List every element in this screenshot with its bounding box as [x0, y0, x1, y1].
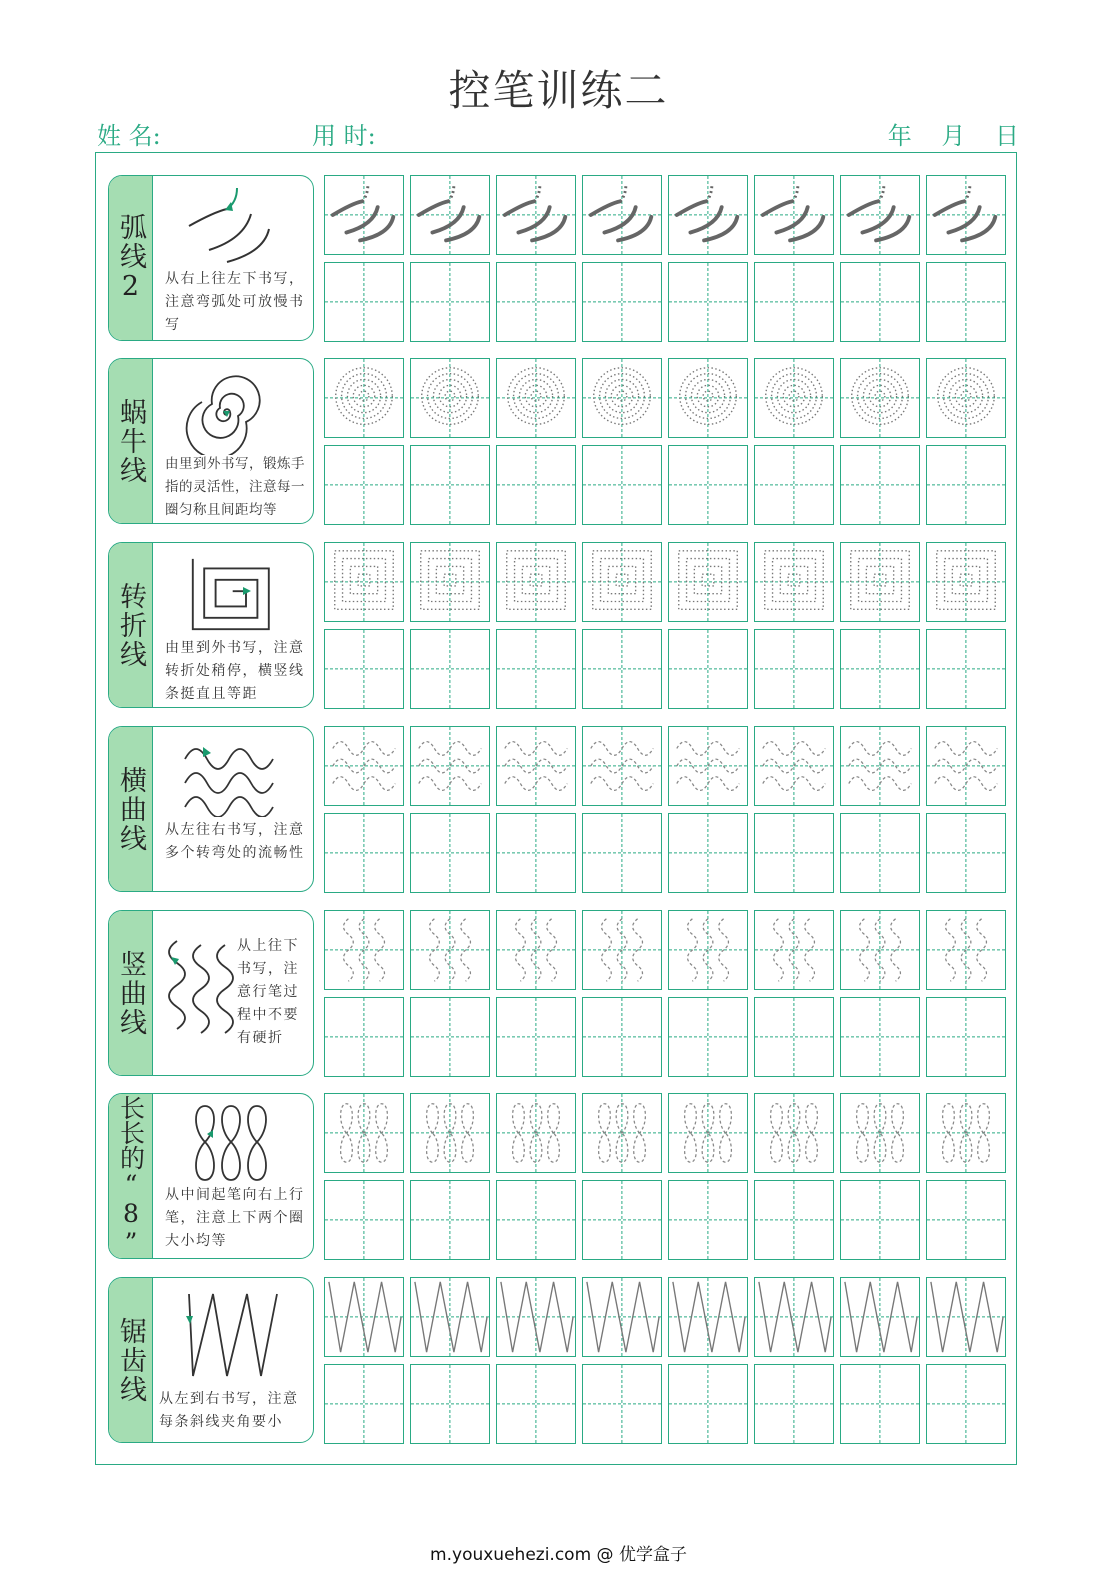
label-card: [108, 542, 314, 708]
trace-cell: [496, 358, 576, 438]
trace-cell: [582, 175, 662, 255]
blank-practice-cell: [840, 997, 920, 1077]
trace-cell: [926, 726, 1006, 806]
blank-practice-cell: [754, 445, 834, 525]
label-card: [108, 175, 314, 341]
trace-cell: [840, 175, 920, 255]
trace-pattern: [927, 176, 1005, 254]
trace-pattern: [325, 543, 403, 621]
trace-pattern: [669, 727, 747, 805]
blank-practice-cell: [754, 997, 834, 1077]
section-title: 蜗牛线: [115, 397, 146, 485]
practice-grid: [324, 726, 1008, 894]
section-title: 转折线: [115, 581, 146, 669]
practice-grid: [324, 358, 1008, 526]
trace-cell: [840, 910, 920, 990]
blank-practice-cell: [926, 1364, 1006, 1444]
trace-cell: [324, 1093, 404, 1173]
blank-practice-cell: [410, 262, 490, 342]
trace-pattern: [669, 1278, 747, 1356]
label-tab: [109, 359, 153, 523]
trace-pattern: [755, 911, 833, 989]
trace-pattern: [497, 911, 575, 989]
trace-cell: [324, 726, 404, 806]
blank-practice-cell: [410, 445, 490, 525]
trace-cell: [582, 542, 662, 622]
horizontal-wave-illustration: [181, 737, 281, 817]
blank-practice-cell: [324, 1180, 404, 1260]
blank-practice-cell: [582, 629, 662, 709]
blank-practice-cell: [582, 445, 662, 525]
trace-cell: [324, 175, 404, 255]
figure-eight-illustration: [189, 1102, 275, 1184]
trace-cell: [754, 175, 834, 255]
trace-cell: [840, 358, 920, 438]
snail-spiral-illustration: [181, 367, 271, 455]
name-label: 姓 名:: [97, 122, 161, 150]
blank-practice-cell: [496, 445, 576, 525]
month-label: 月: [941, 122, 966, 150]
trace-cell: [668, 542, 748, 622]
trace-pattern: [927, 543, 1005, 621]
label-card: [108, 1277, 314, 1443]
trace-pattern: [841, 1094, 919, 1172]
trace-pattern: [841, 359, 919, 437]
day-label: 日: [995, 122, 1019, 150]
blank-practice-cell: [926, 813, 1006, 893]
section-zigzag: [108, 1277, 1006, 1445]
trace-pattern: [497, 1278, 575, 1356]
blank-practice-cell: [324, 629, 404, 709]
trace-cell: [410, 175, 490, 255]
section-title: 竖曲线: [115, 949, 146, 1037]
section-square-spiral: [108, 542, 1006, 710]
trace-cell: [582, 358, 662, 438]
trace-pattern: [583, 176, 661, 254]
label-card: [108, 358, 314, 524]
trace-pattern: [755, 359, 833, 437]
trace-pattern: [325, 1278, 403, 1356]
trace-pattern: [927, 1094, 1005, 1172]
trace-cell: [582, 910, 662, 990]
trace-pattern: [841, 727, 919, 805]
trace-cell: [840, 1093, 920, 1173]
blank-practice-cell: [410, 997, 490, 1077]
label-tab: [109, 727, 153, 891]
label-card: [108, 726, 314, 892]
label-tab: [109, 543, 153, 707]
blank-practice-cell: [496, 997, 576, 1077]
label-tab: [109, 176, 153, 340]
blank-practice-cell: [668, 997, 748, 1077]
trace-pattern: [927, 359, 1005, 437]
trace-cell: [754, 542, 834, 622]
trace-cell: [410, 1093, 490, 1173]
trace-pattern: [755, 176, 833, 254]
blank-practice-cell: [496, 262, 576, 342]
trace-cell: [668, 358, 748, 438]
trace-pattern: [583, 359, 661, 437]
blank-practice-cell: [754, 813, 834, 893]
trace-cell: [496, 910, 576, 990]
trace-cell: [754, 1277, 834, 1357]
trace-cell: [496, 726, 576, 806]
blank-practice-cell: [668, 1364, 748, 1444]
section-spiral: [108, 358, 1006, 526]
trace-cell: [410, 358, 490, 438]
trace-cell: [926, 358, 1006, 438]
blank-practice-cell: [324, 1364, 404, 1444]
blank-practice-cell: [582, 1364, 662, 1444]
trace-pattern: [411, 359, 489, 437]
trace-cell: [496, 1093, 576, 1173]
section-instruction: 由里到外书写，锻炼手指的灵活性，注意每一圈匀称且间距均等: [165, 456, 305, 518]
blank-practice-cell: [324, 262, 404, 342]
blank-practice-cell: [840, 445, 920, 525]
blank-practice-cell: [754, 629, 834, 709]
trace-pattern: [325, 176, 403, 254]
practice-grid: [324, 175, 1008, 343]
trace-pattern: [669, 1094, 747, 1172]
trace-cell: [840, 726, 920, 806]
blank-practice-cell: [840, 262, 920, 342]
section-title: 长长的“8”: [116, 1095, 146, 1257]
label-card: [108, 1093, 314, 1259]
label-card: [108, 910, 314, 1076]
trace-pattern: [411, 543, 489, 621]
section-h-wave: [108, 726, 1006, 894]
trace-pattern: [755, 543, 833, 621]
trace-pattern: [497, 1094, 575, 1172]
trace-cell: [582, 1277, 662, 1357]
blank-practice-cell: [754, 1364, 834, 1444]
blank-practice-cell: [410, 1180, 490, 1260]
trace-cell: [754, 358, 834, 438]
blank-practice-cell: [840, 1180, 920, 1260]
section-arc: [108, 175, 1006, 343]
trace-cell: [410, 542, 490, 622]
trace-cell: [668, 1277, 748, 1357]
section-instruction: 从上往下书写，注意行笔过程中不要有硬折: [237, 938, 299, 1046]
blank-practice-cell: [926, 1180, 1006, 1260]
trace-cell: [668, 910, 748, 990]
trace-pattern: [927, 911, 1005, 989]
vertical-wave-illustration: [161, 937, 237, 1047]
section-instruction: 由里到外书写，注意转折处稍停，横竖线条挺直且等距: [165, 640, 305, 702]
page-title: 控笔训练二: [448, 66, 669, 115]
year-label: 年: [887, 122, 912, 150]
trace-pattern: [497, 543, 575, 621]
trace-pattern: [841, 176, 919, 254]
trace-cell: [324, 1277, 404, 1357]
trace-pattern: [325, 359, 403, 437]
trace-pattern: [497, 359, 575, 437]
trace-cell: [926, 910, 1006, 990]
trace-pattern: [755, 1278, 833, 1356]
blank-practice-cell: [496, 1364, 576, 1444]
blank-practice-cell: [754, 262, 834, 342]
trace-cell: [496, 1277, 576, 1357]
trace-cell: [926, 175, 1006, 255]
trace-cell: [754, 1093, 834, 1173]
trace-pattern: [669, 543, 747, 621]
blank-practice-cell: [582, 1180, 662, 1260]
blank-practice-cell: [324, 997, 404, 1077]
section-title: 横曲线: [115, 765, 146, 853]
section-v-wave: [108, 910, 1006, 1078]
trace-cell: [324, 910, 404, 990]
square-spiral-illustration: [189, 555, 273, 639]
blank-practice-cell: [582, 997, 662, 1077]
blank-practice-cell: [324, 445, 404, 525]
trace-pattern: [411, 727, 489, 805]
trace-pattern: [927, 727, 1005, 805]
practice-grid: [324, 542, 1008, 710]
trace-pattern: [841, 911, 919, 989]
trace-cell: [840, 542, 920, 622]
trace-pattern: [841, 543, 919, 621]
section-eight: [108, 1093, 1006, 1261]
trace-pattern: [325, 1094, 403, 1172]
trace-cell: [668, 726, 748, 806]
trace-cell: [496, 175, 576, 255]
trace-pattern: [669, 176, 747, 254]
trace-cell: [582, 1093, 662, 1173]
blank-practice-cell: [840, 813, 920, 893]
section-title: 锯齿线: [115, 1316, 146, 1404]
trace-cell: [324, 358, 404, 438]
trace-pattern: [583, 543, 661, 621]
blank-practice-cell: [582, 813, 662, 893]
trace-cell: [324, 542, 404, 622]
footer-url: m.youxuehezi.com @ 优学盒子: [430, 1545, 687, 1565]
trace-pattern: [411, 911, 489, 989]
trace-pattern: [755, 727, 833, 805]
trace-pattern: [755, 1094, 833, 1172]
practice-grid: [324, 910, 1008, 1078]
date-label: [866, 116, 1019, 151]
trace-pattern: [841, 1278, 919, 1356]
trace-pattern: [325, 911, 403, 989]
blank-practice-cell: [410, 629, 490, 709]
trace-pattern: [583, 1278, 661, 1356]
practice-grid: [324, 1093, 1008, 1261]
trace-pattern: [497, 176, 575, 254]
zigzag-illustration: [179, 1286, 289, 1380]
label-tab: [109, 1278, 153, 1442]
blank-practice-cell: [754, 1180, 834, 1260]
trace-cell: [840, 1277, 920, 1357]
trace-cell: [410, 1277, 490, 1357]
trace-pattern: [669, 911, 747, 989]
blank-practice-cell: [496, 1180, 576, 1260]
trace-cell: [410, 910, 490, 990]
blank-practice-cell: [668, 262, 748, 342]
blank-practice-cell: [840, 1364, 920, 1444]
time-label: 用 时:: [312, 122, 376, 150]
trace-pattern: [583, 727, 661, 805]
section-instruction: 从左往右书写，注意多个转弯处的流畅性: [165, 822, 305, 861]
section-instruction: 从右上往左下书写，注意弯弧处可放慢书写: [165, 271, 305, 333]
trace-cell: [754, 910, 834, 990]
blank-practice-cell: [926, 629, 1006, 709]
blank-practice-cell: [668, 445, 748, 525]
trace-cell: [668, 1093, 748, 1173]
trace-pattern: [583, 1094, 661, 1172]
blank-practice-cell: [840, 629, 920, 709]
arc-illustration: [179, 184, 279, 266]
blank-practice-cell: [496, 813, 576, 893]
trace-cell: [496, 542, 576, 622]
blank-practice-cell: [410, 813, 490, 893]
trace-pattern: [497, 727, 575, 805]
blank-practice-cell: [668, 1180, 748, 1260]
blank-practice-cell: [926, 445, 1006, 525]
trace-cell: [410, 726, 490, 806]
trace-pattern: [411, 176, 489, 254]
section-instruction: 从左到右书写，注意每条斜线夹角要小: [159, 1391, 299, 1430]
practice-grid: [324, 1277, 1008, 1445]
section-title: 弧线2: [115, 212, 146, 304]
trace-pattern: [411, 1094, 489, 1172]
trace-pattern: [325, 727, 403, 805]
blank-practice-cell: [926, 262, 1006, 342]
trace-cell: [582, 726, 662, 806]
blank-practice-cell: [582, 262, 662, 342]
trace-cell: [668, 175, 748, 255]
trace-cell: [926, 1277, 1006, 1357]
trace-pattern: [927, 1278, 1005, 1356]
blank-practice-cell: [324, 813, 404, 893]
trace-pattern: [669, 359, 747, 437]
label-tab: [109, 1094, 153, 1258]
blank-practice-cell: [668, 629, 748, 709]
trace-cell: [926, 1093, 1006, 1173]
label-tab: [109, 911, 153, 1075]
trace-pattern: [583, 911, 661, 989]
blank-practice-cell: [496, 629, 576, 709]
blank-practice-cell: [410, 1364, 490, 1444]
trace-cell: [926, 542, 1006, 622]
blank-practice-cell: [668, 813, 748, 893]
section-instruction: 从中间起笔向右上行笔，注意上下两个圈大小均等: [165, 1187, 305, 1249]
trace-cell: [754, 726, 834, 806]
blank-practice-cell: [926, 997, 1006, 1077]
trace-pattern: [411, 1278, 489, 1356]
